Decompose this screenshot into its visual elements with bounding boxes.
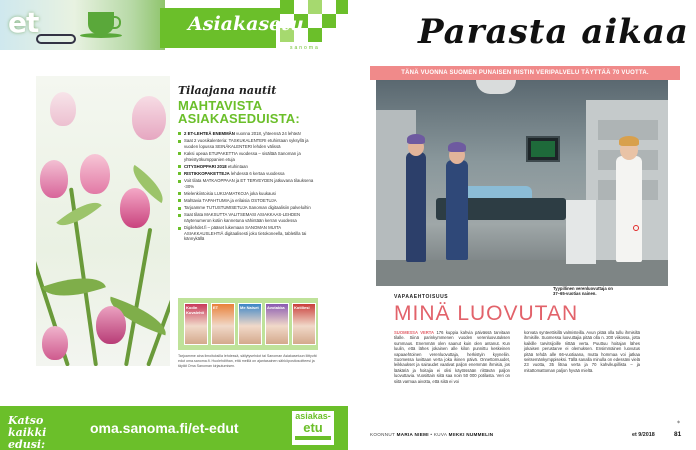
red-cross-logo-icon bbox=[633, 225, 639, 231]
benefit-item: Mielenkiintoisia LUKIJAMATKOJA joka kuukausi bbox=[178, 191, 318, 197]
bullet-icon bbox=[178, 192, 181, 195]
magazine-cover: Kodin Kuvalehti bbox=[184, 303, 208, 345]
pink-banner-text: TÄNÄ VUONNA SUOMEN PUNAISEN RISTIN VERIPALVELU TÄYTTÄÄ 70 VUOTTA. bbox=[401, 70, 649, 76]
article-column-1 bbox=[394, 330, 510, 384]
byline-photographer: MIIKKI NUMMELIN bbox=[448, 432, 494, 437]
headline: Parasta aikaa bbox=[418, 12, 689, 52]
magazine-cover: Avotakka bbox=[265, 303, 289, 345]
end-marker-icon: ◆ bbox=[677, 419, 681, 424]
bullet-icon bbox=[178, 199, 181, 202]
page-number: 81 bbox=[674, 431, 682, 438]
byline-photo-label: KUVA bbox=[433, 432, 448, 437]
bullet-icon bbox=[178, 165, 181, 168]
benefit-item: Digilehdet.fi – pääset lukemaan SANOMAN MUITA ASIAKKAUSLEHTIÄ digitaalisesti joko tietokoneella, tabletilla tai kännykällä bbox=[178, 225, 318, 242]
et-logo: et bbox=[8, 6, 39, 39]
bullet-icon bbox=[178, 140, 181, 143]
saucer-icon bbox=[80, 33, 122, 38]
bullet-icon bbox=[178, 180, 181, 183]
asiakasetu-logo bbox=[292, 411, 334, 445]
bullet-icon bbox=[178, 207, 181, 210]
magazine-cover: Me Naiset bbox=[238, 303, 262, 345]
footer-slogan: Katso kaikki edusi: bbox=[8, 414, 47, 450]
benefit-item: Voit tilata MATKAOPPAAN ja ET TERVEYDEN jatkuvana tilauksena -30% bbox=[178, 178, 318, 189]
offer-title-line1: MAHTAVISTA bbox=[178, 98, 263, 113]
benefit-item: RISTIKKOPAKETTEJA lehdessä 6 kertaa vuodessa bbox=[178, 171, 318, 177]
benefit-item: Saat 2 vuosikalenteria: TASKUKALENTERI etuhintaan syksyllä ja vuoden lopussa SEINÄKALENTERI lehden välissä bbox=[178, 138, 318, 149]
benefit-list bbox=[178, 131, 318, 242]
banner-title: Asiakasetu bbox=[188, 13, 304, 35]
bullet-icon bbox=[178, 152, 181, 155]
column-1-body: 176 kuppia kahvia päivässä tarvitaan tilalle. Siinä parinkymmenen vuoden verenluovutuksen summaus. Enemmän olen saanut kuin olen antanut. Kun luulin, että lähes jokainen alle kilon punnittu keskeinen vapaaehtoinen verenluovuttaja, herkistyin kyyneliin. Suomessa luvittaan verta joka ikinen päivä. Onnettomuudet, leikkaukset ja sairaudet vaativat paljon enemmän ihmisiä, jos lääkäriä ja hoitajia ei olisi käytössään riittävän paljon luovuttavia. Vuosittain siitä saa noin 50 000 potilasta. Veri on siitä varmaa aivotta, että siitä ei voi bbox=[394, 330, 510, 384]
glasses-icon bbox=[36, 34, 76, 44]
logo-line1: asiakas- bbox=[295, 411, 331, 421]
benefit-item: Kaksi upeaa ETUPAKETTIA vuodessa – sisältää Sanoman ja yhteistyökumppanien etuja bbox=[178, 151, 318, 162]
benefit-item: Mahtavia TAPAHTUMIA ja erilaisia OSTOETUJA bbox=[178, 198, 318, 204]
magazine-cover: Kotiliesi bbox=[292, 303, 316, 345]
byline: KOONNUT MARIA NIEMI • KUVA MIIKKI NUMMELIN bbox=[370, 432, 494, 437]
coffee-cup-icon bbox=[88, 12, 114, 34]
bullet-icon bbox=[178, 227, 181, 230]
magazine-cover: ET bbox=[211, 303, 235, 345]
benefit-item: CITYSHOPPARI 2018 etuhintaan bbox=[178, 164, 318, 170]
benefit-item: Saat tilata MAKSUTTA VALITSEMASI ASIAKKAAS-LEHDEN näytenumeron kotiin kannetuna vähintään kerran vuodessa bbox=[178, 212, 318, 223]
fine-print: Tarjoamme aina ilmoituksilla lehdessä, säilytysehdot tai Sanoman Asiakasetuun liittyvät edut oma.sanoma.fi. Huolehdithan, että meillä on ajantasainen sähköpostiosoitteesi ja täytät Oma Sanoman kirjautumisen. bbox=[178, 354, 317, 368]
hospital-photo bbox=[376, 80, 668, 286]
benefit-item: 2 ET-LEHTEÄ ENEMMÄN vuonna 2018, yhteensä 24 lehteä! bbox=[178, 131, 318, 137]
article-title: MINÄ LUOVUTAN bbox=[394, 302, 579, 325]
offer-title bbox=[178, 99, 318, 125]
photo-caption: Tyypillinen verenluovuttaja on 37–65-vuotias nainen. bbox=[553, 286, 613, 297]
footer-bar bbox=[0, 406, 348, 450]
magazine-covers bbox=[178, 298, 318, 350]
byline-author: MARIA NIEMI bbox=[396, 432, 429, 437]
section-label: VAPAAEHTOISUUS bbox=[394, 294, 449, 300]
offer-title-line2: ASIAKASEDUISTA: bbox=[178, 111, 300, 126]
right-page bbox=[348, 0, 696, 450]
pink-banner bbox=[370, 66, 680, 80]
benefit-item: Tarjoamme TUTUSTUMISETUJA Sanoman digitaalisiin palveluihin bbox=[178, 205, 318, 211]
logo-line2: etu bbox=[303, 420, 323, 435]
offer-panel bbox=[178, 84, 318, 244]
bullet-icon bbox=[178, 172, 181, 175]
bullet-icon bbox=[178, 214, 181, 217]
tulip-photo bbox=[36, 76, 170, 366]
asiakasetu-banner bbox=[0, 0, 348, 58]
bullet-icon bbox=[178, 132, 181, 135]
byline-label: KOONNUT bbox=[370, 432, 395, 437]
banner-subtitle: sanoma bbox=[290, 45, 320, 51]
article-column-2: korvata synteettisillä valmisteilla. Avun pitää olla tullu ihmisiltä ihmisille. Suomessa luovuttajia pitää olla n. 200 viikossa, jotta kaikille tarvitsijoille riittää verta. Puuttuu hoitajan lähes jokaisen perustarve ei olemuksen. Ensimmäinen luovutus pitää tehdä alle 66-vuotiaana, mutta hommaa voi jatkaa seitsemänkymppiseksi. Tällä sanalla minulla on edessäni vielä 23 vuotta, 35 litraa verta ja 70 kahvikupillista – ja mitattomattoman paljon hyvää mieltä. bbox=[524, 330, 640, 373]
lead-text: SUOMESSA VERTA bbox=[394, 330, 435, 335]
folio: et 9/2018 bbox=[632, 432, 655, 438]
footer-url-link[interactable]: oma.sanoma.fi/et-edut bbox=[90, 420, 239, 436]
offer-intro: Tilaajana nautit bbox=[178, 84, 277, 97]
